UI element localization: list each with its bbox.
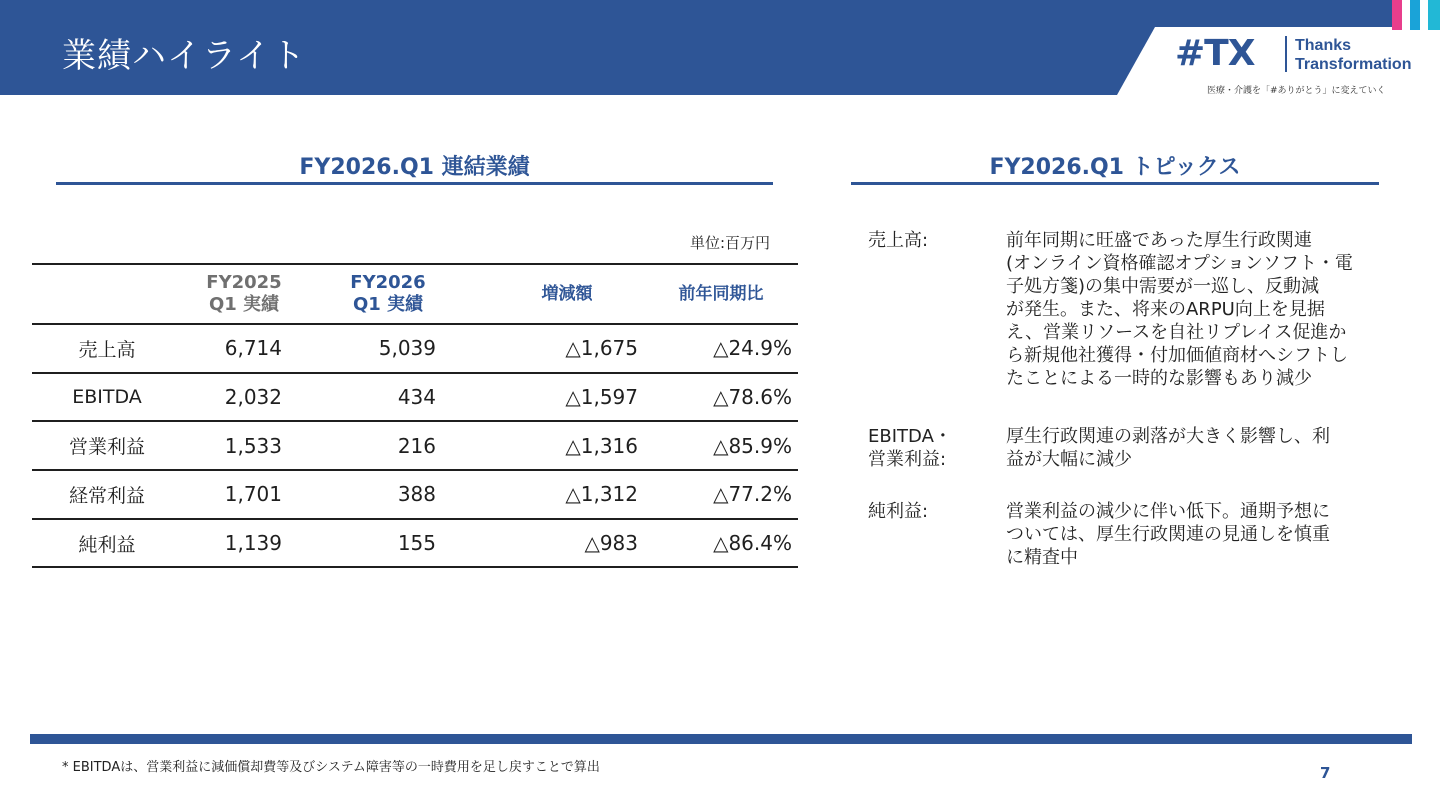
cell-fy2025: 1,533 <box>224 433 282 458</box>
row-label: 純利益 <box>78 533 136 556</box>
topic-line: 益が大幅に減少 <box>1006 449 1132 470</box>
header-ratio <box>644 264 798 324</box>
topic-text-sales <box>1006 229 1371 390</box>
cell-fy2025: 1,139 <box>224 531 282 556</box>
topics-heading-rule <box>851 182 1379 185</box>
topic-label-line: EBITDA・ <box>868 426 952 447</box>
cell-fy2026: 216 <box>397 433 436 458</box>
topics-heading: FY2026.Q1 トピックス <box>989 155 1241 180</box>
header-ratio-label: 前年同期比 <box>678 284 764 304</box>
cell-ratio: △86.4% <box>713 531 792 556</box>
cell-fy2026: 5,039 <box>378 336 436 361</box>
logo-line-1: Thanks <box>1295 37 1352 54</box>
header-fy2026-year: FY2026 <box>350 272 426 293</box>
table-row <box>32 373 798 422</box>
accent-bar-pink <box>1392 0 1402 30</box>
header-fy2025-year: FY2025 <box>206 272 282 293</box>
logo-tagline: 医療・介護を「#ありがとう」に変えていく <box>1207 86 1386 96</box>
header-change-label: 増減額 <box>541 284 593 304</box>
cell-fy2026: 434 <box>397 385 436 410</box>
row-label: EBITDA <box>72 386 142 409</box>
topic-line: ついては、厚生行政関連の見通しを慎重 <box>1006 524 1330 545</box>
header-fy2025 <box>182 264 336 324</box>
cell-change: △1,312 <box>565 482 638 507</box>
topic-line: ら新規他社獲得・付加価値商材へシフトし <box>1006 345 1348 366</box>
table-row <box>32 324 798 373</box>
cell-fy2025: 2,032 <box>224 385 282 410</box>
cell-change: △1,597 <box>565 385 638 410</box>
row-label: 経常利益 <box>68 484 145 507</box>
header-empty <box>32 264 182 324</box>
topic-label-net-income: 純利益: <box>868 501 929 522</box>
cell-change: △1,316 <box>565 433 638 458</box>
page-title: 業績ハイライト <box>62 36 306 76</box>
logo-line-2: Transformation <box>1295 56 1412 73</box>
cell-fy2026: 388 <box>397 482 436 507</box>
cell-fy2025: 6,714 <box>224 336 282 361</box>
topic-text-net-income <box>1006 500 1371 569</box>
results-heading-rule <box>56 182 773 185</box>
accent-bar-gap <box>1402 0 1410 30</box>
topic-line: 営業利益の減少に伴い低下。通期予想に <box>1006 501 1330 522</box>
topic-line: 子処方箋)の集中需要が一巡し、反動減 <box>1006 276 1320 297</box>
accent-bar-blue <box>1410 0 1420 30</box>
topic-label-line: 営業利益: <box>868 449 947 470</box>
table-row <box>32 421 798 470</box>
page-number: 7 <box>1320 764 1331 782</box>
topic-line: 厚生行政関連の剥落が大きく影響し、利 <box>1006 426 1330 447</box>
topic-line: に精査中 <box>1006 547 1078 568</box>
row-label: 売上高 <box>78 338 136 361</box>
table-row <box>32 519 798 568</box>
cell-ratio: △24.9% <box>713 336 792 361</box>
topic-line: 前年同期に旺盛であった厚生行政関連 <box>1006 230 1312 251</box>
results-table <box>32 263 798 568</box>
accent-bar-cyan <box>1428 0 1440 30</box>
unit-label: 単位:百万円 <box>690 234 771 252</box>
header-fy2026 <box>336 264 490 324</box>
cell-change: △983 <box>584 531 638 556</box>
topic-line: (オンライン資格確認オプションソフト・電 <box>1006 253 1353 274</box>
header-fy2025-sub: Q1 実績 <box>208 294 280 315</box>
logo-mark: #TX <box>1175 33 1255 74</box>
row-label: 営業利益 <box>68 436 145 459</box>
cell-change: △1,675 <box>565 336 638 361</box>
topic-label-sales: 売上高: <box>868 230 929 251</box>
footer-band <box>30 734 1412 744</box>
topic-text-ebitda <box>1006 425 1371 471</box>
cell-ratio: △78.6% <box>713 385 792 410</box>
cell-ratio: △77.2% <box>713 482 792 507</box>
cell-ratio: △85.9% <box>713 433 792 458</box>
cell-fy2026: 155 <box>397 531 436 556</box>
topic-line: たことによる一時的な影響もあり減少 <box>1006 368 1312 389</box>
topic-line: が発生。また、将来のARPU向上を見据 <box>1006 299 1325 320</box>
header-change <box>490 264 644 324</box>
logo-divider <box>1285 36 1287 72</box>
accent-bar-gap <box>1420 0 1428 30</box>
table-header-row <box>32 264 798 324</box>
accent-bars <box>1392 0 1440 30</box>
topic-line: え、営業リソースを自社リプレイス促進か <box>1006 322 1347 343</box>
header-fy2026-sub: Q1 実績 <box>352 294 424 315</box>
company-logo <box>1175 33 1425 96</box>
footnote: * EBITDAは、営業利益に減価償却費等及びシステム障害等の一時費用を足し戻すことで算出 <box>62 760 600 775</box>
results-heading: FY2026.Q1 連結業績 <box>299 155 530 180</box>
table-row <box>32 470 798 519</box>
logo-wordmark <box>1295 36 1411 74</box>
cell-fy2025: 1,701 <box>224 482 282 507</box>
topic-label-ebitda <box>868 425 952 471</box>
